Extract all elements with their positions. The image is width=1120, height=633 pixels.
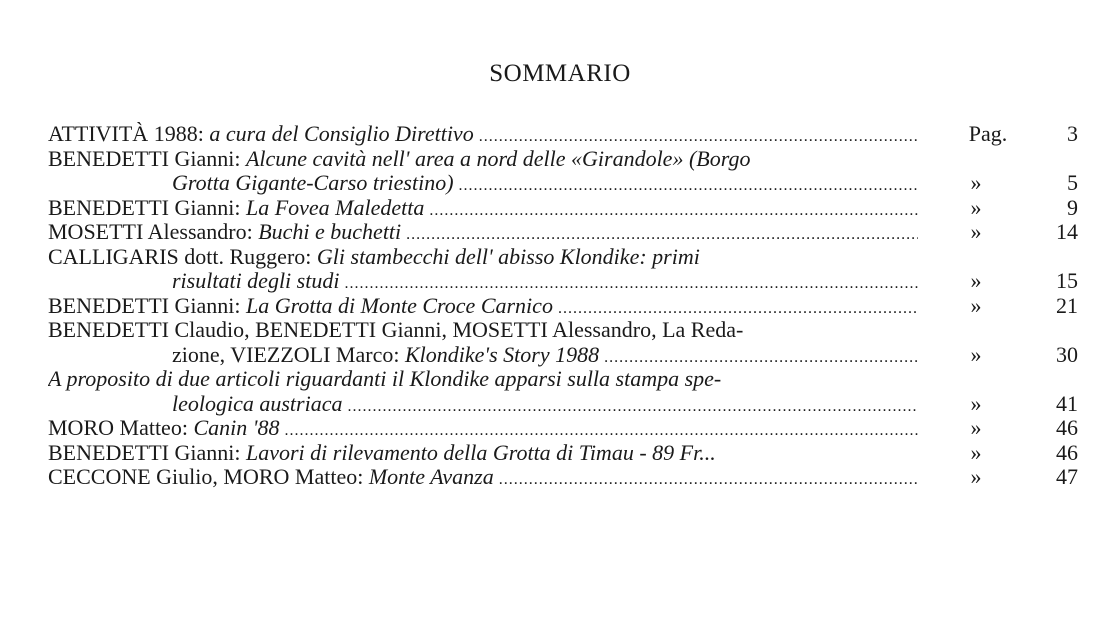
toc-entry-text <box>48 245 918 270</box>
toc-leader-dots <box>553 294 918 318</box>
toc-leader-dots <box>494 465 918 489</box>
toc-leader-dots <box>424 196 918 220</box>
toc-entry-line <box>48 416 1078 441</box>
toc-entry-text <box>48 465 918 493</box>
toc-author: MOSETTI Alessandro: <box>48 220 259 244</box>
toc-entry-line <box>48 294 1078 319</box>
page-number: 41 <box>1056 390 1078 416</box>
toc-entry <box>48 147 1078 196</box>
toc-entry-continuation-line <box>48 343 1078 368</box>
page-title: SOMMARIO <box>489 60 631 87</box>
toc-entry <box>48 294 1078 319</box>
toc-leader-dots <box>279 416 918 440</box>
toc-entry-text <box>48 294 918 322</box>
toc-article-title: Alcune cavità nell' area a nord delle «Girandole» (Borgo <box>245 146 751 171</box>
toc-entry-line <box>48 220 1078 245</box>
toc-author: zione, VIEZZOLI Marco: <box>172 342 405 367</box>
toc-entry-text <box>48 367 918 392</box>
toc-entry-text <box>48 441 918 466</box>
toc-entry <box>48 196 1078 221</box>
toc-entry-line <box>48 367 1078 392</box>
page-number: 3 <box>1067 121 1078 146</box>
ditto-mark: » <box>970 292 982 318</box>
toc-author: MORO Matteo: <box>48 416 194 440</box>
page-number: 30 <box>1056 341 1078 367</box>
toc-article-title: Canin '88 <box>193 416 280 440</box>
toc-entry-line <box>48 122 1078 147</box>
toc-article-title: a cura del Consiglio Direttivo <box>209 122 474 146</box>
toc-entry <box>48 220 1078 245</box>
ditto-mark: » <box>970 170 982 195</box>
toc-entry-line <box>48 318 1078 343</box>
toc-entry <box>48 441 1078 466</box>
page-number: 46 <box>1056 415 1078 440</box>
toc-article-title: A proposito di due articoli riguardanti il Klondike apparsi sulla stampa spe- <box>48 367 722 391</box>
toc-entry-line <box>48 147 1078 172</box>
toc-entry <box>48 465 1078 490</box>
page-label: Pag. <box>968 121 1008 146</box>
toc-entry <box>48 416 1078 441</box>
page-number: 5 <box>1067 170 1078 195</box>
toc-entry-line <box>48 245 1078 270</box>
toc-article-title: Lavori di rilevamento della Grotta di Timau - 89 Fr... <box>245 440 716 465</box>
toc-entry-text <box>48 147 918 172</box>
toc-entry-continuation-line <box>48 171 1078 196</box>
ditto-mark: » <box>970 464 982 489</box>
toc-entry <box>48 122 1078 147</box>
toc-author: BENEDETTI Gianni: <box>48 293 246 318</box>
page-number: 46 <box>1056 439 1078 465</box>
toc-entry-line <box>48 465 1078 490</box>
toc-article-title: La Fovea Maledetta <box>245 195 425 220</box>
toc-entry <box>48 318 1078 367</box>
ditto-mark: » <box>970 194 982 220</box>
ditto-mark: » <box>970 219 982 244</box>
toc-entry-text <box>172 392 918 420</box>
toc-article-title: leologica austriaca <box>172 391 343 416</box>
ditto-mark: » <box>970 390 982 416</box>
toc-entry-continuation-line <box>48 269 1078 294</box>
toc-entry-text <box>48 220 918 248</box>
toc-leader-dots <box>599 343 918 367</box>
page-number: 47 <box>1056 464 1078 489</box>
toc-entry <box>48 245 1078 294</box>
toc-author: BENEDETTI Claudio, BENEDETTI Gianni, MOSETTI Alessandro, La Reda- <box>48 318 744 342</box>
toc-entry-text <box>48 416 918 444</box>
toc-entry-text <box>48 196 918 224</box>
toc-leader-dots <box>474 122 918 146</box>
toc-article-title: Klondike's Story 1988 <box>404 342 600 367</box>
toc-author: ATTIVITÀ 1988: <box>48 122 210 146</box>
ditto-mark: » <box>970 268 982 293</box>
toc-leader-dots <box>339 269 918 293</box>
toc-leader-dots <box>342 392 918 416</box>
toc-author: CECCONE Giulio, MORO Matteo: <box>48 465 369 489</box>
page-number: 15 <box>1056 268 1078 293</box>
toc-entry-continuation-line <box>48 392 1078 417</box>
toc-entry-text <box>172 343 918 371</box>
toc-article-title: Monte Avanza <box>368 465 494 489</box>
toc-author: CALLIGARIS dott. Ruggero: <box>48 244 317 269</box>
toc-article-title: Buchi e buchetti <box>258 220 402 244</box>
toc-entry-text <box>48 122 918 150</box>
toc-author: BENEDETTI Gianni: <box>48 440 246 465</box>
toc-entry-line <box>48 441 1078 466</box>
page-number: 9 <box>1067 194 1078 220</box>
ditto-mark: » <box>970 439 982 465</box>
table-of-contents <box>48 122 1078 490</box>
page-number: 14 <box>1056 219 1078 244</box>
ditto-mark: » <box>970 341 982 367</box>
toc-article-title: Grotta Gigante-Carso triestino) <box>172 171 454 195</box>
toc-author: BENEDETTI Gianni: <box>48 195 246 220</box>
toc-author: BENEDETTI Gianni: <box>48 146 246 171</box>
toc-entry-line <box>48 196 1078 221</box>
toc-entry-text <box>172 171 918 199</box>
toc-leader-dots <box>454 171 918 195</box>
toc-entry <box>48 367 1078 416</box>
toc-entry-text <box>172 269 918 297</box>
toc-article-title: Gli stambecchi dell' abisso Klondike: primi <box>316 244 700 269</box>
page-number: 21 <box>1056 292 1078 318</box>
toc-leader-dots <box>401 220 918 244</box>
toc-article-title: risultati degli studi <box>172 269 340 293</box>
toc-article-title: La Grotta di Monte Croce Carnico <box>245 293 553 318</box>
ditto-mark: » <box>970 415 982 440</box>
toc-entry-text <box>48 318 918 343</box>
